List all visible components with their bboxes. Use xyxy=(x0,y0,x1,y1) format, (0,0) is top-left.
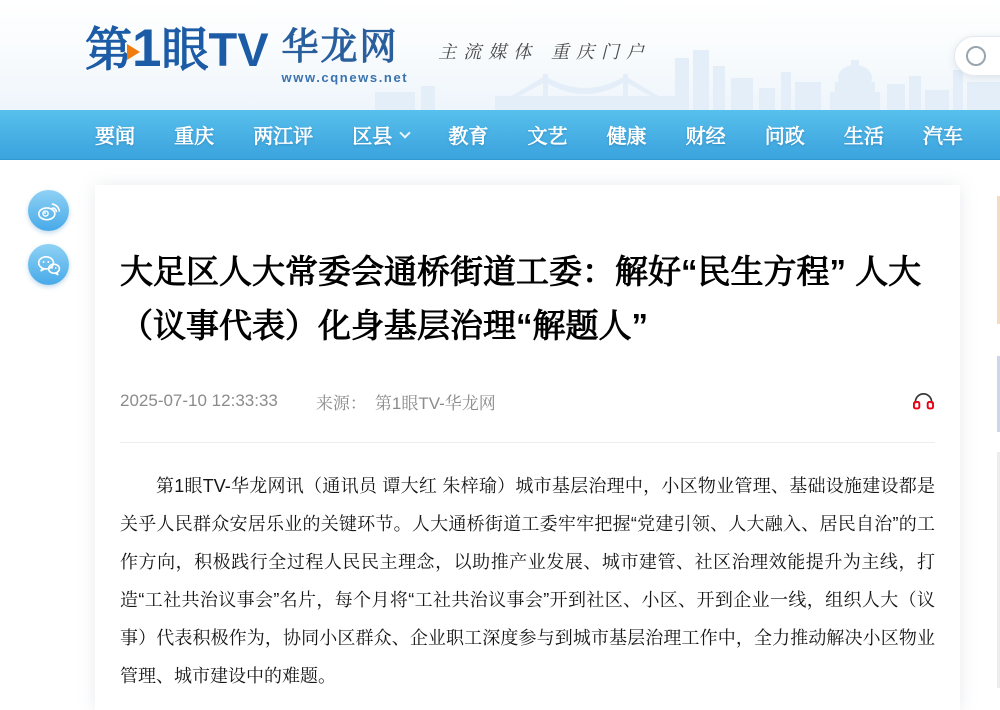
nav-item-qiche[interactable]: 汽车 xyxy=(922,126,963,148)
hualongwang-logo[interactable] xyxy=(282,16,409,85)
nav-item-caijing[interactable]: 财经 xyxy=(685,126,726,148)
chevron-down-icon xyxy=(400,127,411,138)
play-triangle-icon xyxy=(127,44,140,60)
wechat-share-button[interactable] xyxy=(28,244,69,285)
nav-item-wenyi[interactable]: 文艺 xyxy=(527,126,568,148)
source-label: 来源： xyxy=(315,393,367,413)
nav-item-chongqing[interactable]: 重庆 xyxy=(174,126,215,148)
nav-items xyxy=(95,110,963,159)
brand-pre: 第 xyxy=(85,23,132,76)
search-box[interactable] xyxy=(954,36,1000,76)
site-url: www.cqnews.net xyxy=(281,70,409,85)
publish-datetime: 2025-07-10 12:33:33 xyxy=(120,391,278,411)
share-rail xyxy=(28,190,69,298)
logo-row xyxy=(85,16,651,85)
brand-post: 眼TV xyxy=(161,23,269,76)
weibo-icon xyxy=(36,198,62,224)
nav-item-jiankang[interactable]: 健康 xyxy=(606,126,647,148)
site-name: 华龙网 xyxy=(281,26,399,67)
headphones-icon xyxy=(912,391,935,411)
source-name: 第1眼TV-华龙网 xyxy=(374,393,496,413)
listen-audio-button[interactable] xyxy=(912,391,935,411)
site-slogan: 主流媒体 重庆门户 xyxy=(438,42,651,63)
nav-item-jiaoyu[interactable]: 教育 xyxy=(448,126,489,148)
brand-digit: 1 xyxy=(132,19,162,78)
nav-item-shenghuo[interactable]: 生活 xyxy=(843,126,884,148)
meta-divider xyxy=(120,442,935,443)
nav-item-liangjiang[interactable]: 两江评 xyxy=(253,126,314,148)
wechat-icon xyxy=(36,252,62,278)
article-title: 大足区人大常委会通桥街道工委：解好“民生方程” 人大（议事代表）化身基层治理“解题人” xyxy=(120,253,922,344)
nav-item-yaowen[interactable]: 要闻 xyxy=(95,126,135,148)
nav-item-quxian-label: 区县 xyxy=(352,126,393,148)
article-body: 第1眼TV-华龙网讯（通讯员 谭大红 朱梓瑜）城市基层治理中，小区物业管理、基础设施建设都是关乎人民群众安居乐业的关键环节。人大通桥街道工委牢牢把握“党建引领、人大融入、居民自治”的工作方向，积极践行全过程人民民主理念，以助推产业发展、城市建管、社区治理效能提升为主线，打造“工社共治议事会”名片，每个月将“工社共治议事会”开到社区、小区、开到企业一线，组织人大（议事）代表积极作为，协同小区群众、企业职工深度参与到城市基层治理工作中，全力推动解决小区物业管理、城市建设中的难题。 xyxy=(120,475,935,686)
weibo-share-button[interactable] xyxy=(28,190,69,231)
search-icon xyxy=(966,46,986,66)
site-header xyxy=(0,0,1000,110)
article-meta xyxy=(120,389,935,414)
main-nav xyxy=(0,110,1000,160)
nav-item-wenzheng[interactable]: 问政 xyxy=(764,126,805,148)
di1yan-tv-logo[interactable] xyxy=(85,16,269,83)
article-card xyxy=(95,185,960,710)
nav-item-quxian[interactable] xyxy=(352,120,409,149)
